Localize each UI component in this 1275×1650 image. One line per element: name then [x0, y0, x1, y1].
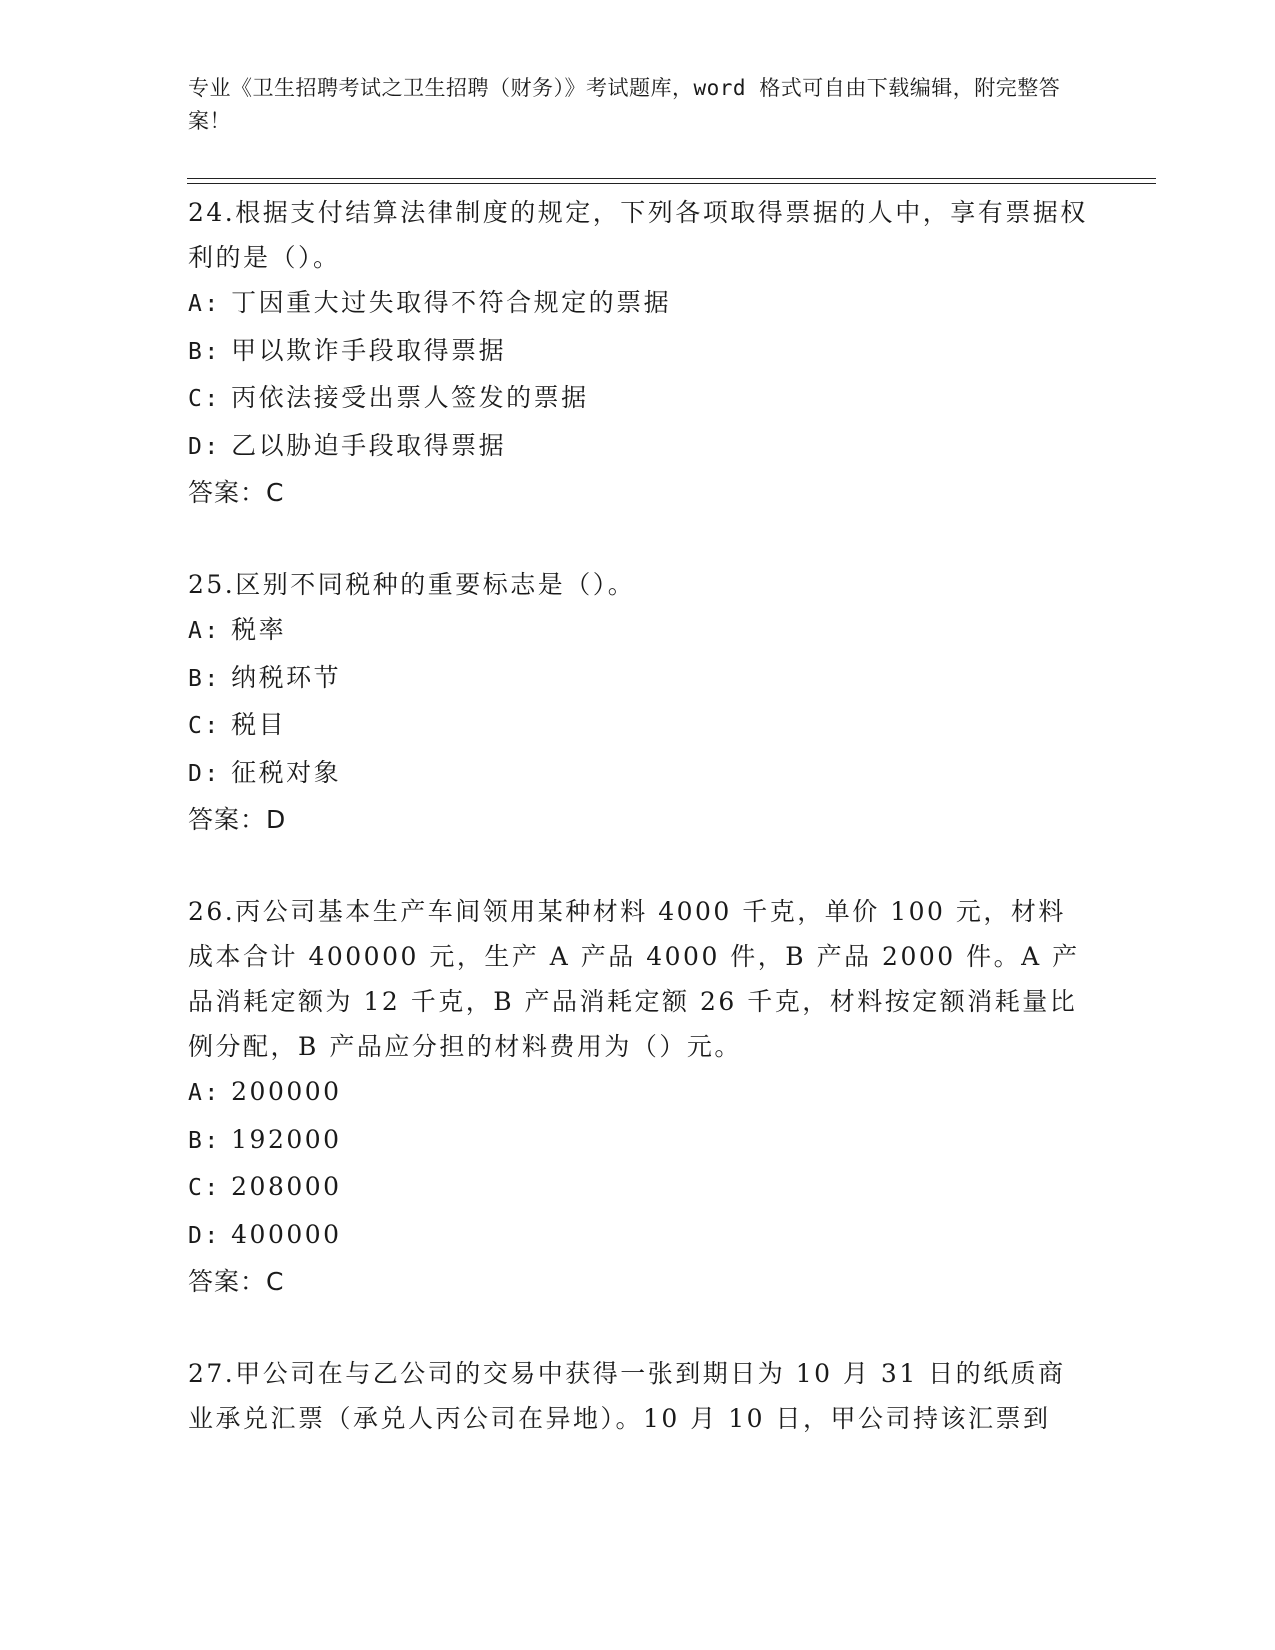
- option-a: [188, 607, 1088, 655]
- option-text: 400000: [231, 1219, 342, 1249]
- option-letter: D:: [188, 1222, 221, 1249]
- option-letter: C:: [188, 386, 221, 412]
- option-c: [188, 1164, 1088, 1212]
- option-text: 纳税环节: [231, 662, 342, 692]
- option-b: [188, 655, 1088, 703]
- option-a: [188, 1069, 1088, 1117]
- option-d: [188, 423, 1088, 471]
- document-header: [188, 72, 1088, 138]
- answer-line: 答案：D: [188, 805, 287, 834]
- header-rule-bottom: [187, 183, 1156, 184]
- question-stem: 26.丙公司基本生产车间领用某种材料 4000 千克，单价 100 元，材料成本合计 400000 元，生产 A 产品 4000 件，B 产品 2000 件。A 产品消耗定额为 12 千克，B 产品消耗定额 26 千克，材料按定额消耗量比例分配，B 产品应分担的材料费用为（）元。: [188, 897, 1080, 1061]
- option-b: [188, 328, 1088, 376]
- option-letter: D:: [188, 433, 221, 460]
- option-letter: A:: [188, 291, 221, 317]
- option-letter: C:: [188, 713, 221, 739]
- option-letter: C:: [188, 1175, 221, 1201]
- option-text: 208000: [231, 1172, 342, 1201]
- answer-line: 答案：C: [188, 1267, 285, 1296]
- option-letter: A:: [188, 618, 221, 644]
- header-text: 专业《卫生招聘考试之卫生招聘（财务）》考试题库，word 格式可自由下载编辑，附完整答案！: [188, 76, 1061, 133]
- question-25: [188, 562, 1088, 843]
- question-stem: 24.根据支付结算法律制度的规定，下列各项取得票据的人中，享有票据权利的是（）。: [188, 198, 1088, 272]
- option-text: 甲以欺诈手段取得票据: [231, 335, 507, 365]
- option-text: 200000: [231, 1077, 342, 1106]
- answer-line: 答案：C: [188, 478, 285, 507]
- question-stem: 27.甲公司在与乙公司的交易中获得一张到期日为 10 月 31 日的纸质商业承兑汇票（承兑人丙公司在异地）。10 月 10 日，甲公司持该汇票到: [188, 1359, 1066, 1433]
- option-b: [188, 1117, 1088, 1165]
- option-a: [188, 280, 1088, 328]
- option-letter: D:: [188, 760, 221, 787]
- option-text: 丁因重大过失取得不符合规定的票据: [231, 288, 672, 317]
- option-text: 征税对象: [231, 757, 342, 787]
- option-c: [188, 702, 1088, 750]
- option-letter: B:: [188, 338, 221, 365]
- option-text: 192000: [231, 1124, 342, 1154]
- question-27: [188, 1351, 1088, 1441]
- header-rule-top: [187, 178, 1156, 179]
- option-text: 税目: [231, 710, 287, 739]
- option-text: 税率: [231, 615, 287, 644]
- option-d: [188, 1212, 1088, 1260]
- option-d: [188, 750, 1088, 798]
- option-letter: B:: [188, 665, 221, 692]
- option-letter: A:: [188, 1080, 221, 1106]
- option-text: 乙以胁迫手段取得票据: [231, 430, 507, 460]
- option-letter: B:: [188, 1127, 221, 1154]
- question-24: [188, 190, 1088, 516]
- question-stem: 25.区别不同税种的重要标志是（）。: [188, 570, 636, 599]
- question-26: [188, 889, 1088, 1305]
- option-text: 丙依法接受出票人签发的票据: [231, 383, 589, 412]
- option-c: [188, 375, 1088, 423]
- question-list: [188, 190, 1088, 1487]
